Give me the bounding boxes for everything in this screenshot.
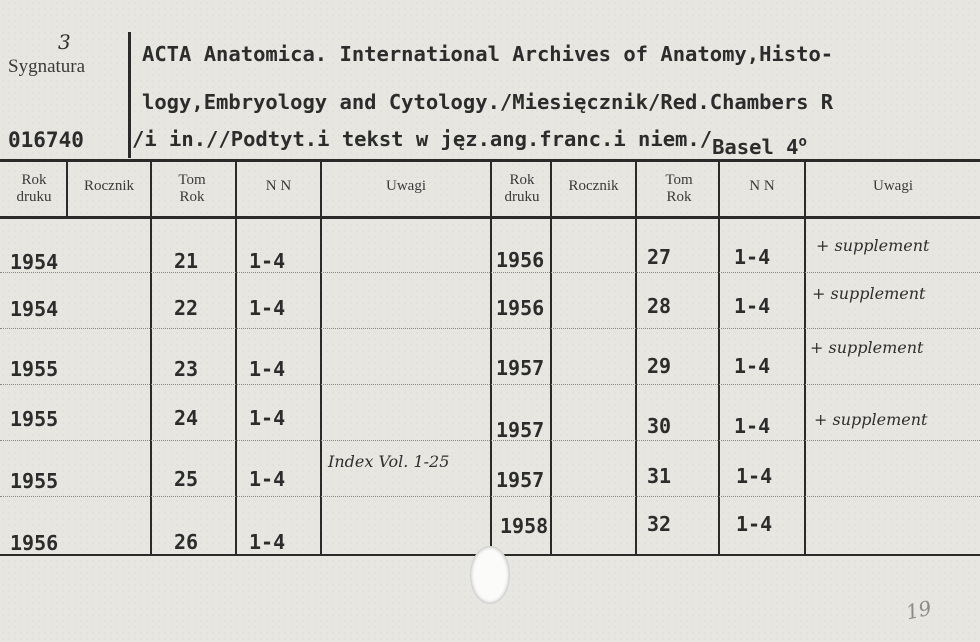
right-row-1-nn: 1-4: [734, 245, 771, 269]
left-row-2-nn: 1-4: [249, 296, 286, 320]
title-line-3: [132, 126, 807, 159]
right-row-2-rok: 1956: [496, 296, 545, 320]
right-row-6-nn: 1-4: [736, 512, 773, 536]
header-nn: N N: [265, 178, 292, 194]
right-row-6-rok: 1958: [500, 514, 549, 538]
header-rok-druku: Rok druku: [16, 172, 52, 205]
header-rocznik-right: Rocznik: [568, 178, 619, 194]
header-rok-druku-right: Rok druku: [504, 172, 540, 205]
right-row-5-nn: 1-4: [736, 464, 773, 488]
left-note-index: Index Vol. 1-25: [328, 452, 450, 471]
header-tom-rok-right: Tom Rok: [665, 172, 693, 205]
punch-hole: [470, 546, 510, 604]
publication-place: Basel 4: [712, 134, 799, 159]
left-row-6-rok: 1956: [10, 531, 59, 555]
right-row-2-tom: 28: [647, 294, 672, 318]
sygnatura-handwritten-mark: 3: [58, 30, 71, 54]
header-nn-right: N N: [749, 178, 775, 194]
corner-handwritten-mark: 19: [903, 595, 934, 625]
right-row-3-uwagi: + supplement: [810, 338, 924, 357]
row-guide: [0, 272, 980, 273]
right-row-3-rok: 1957: [496, 356, 545, 380]
left-row-4-rok: 1955: [10, 407, 59, 431]
row-guide: [0, 496, 980, 497]
right-row-3-tom: 29: [647, 354, 672, 378]
left-row-3-tom: 23: [174, 357, 199, 381]
right-row-2-nn: 1-4: [734, 294, 771, 318]
left-row-4-tom: 24: [174, 406, 199, 430]
header-divider: [128, 32, 131, 158]
left-row-6-tom: 26: [174, 530, 199, 554]
header-tom-rok: Tom Rok: [178, 172, 206, 205]
left-row-1-rok: 1954: [10, 250, 59, 274]
right-row-6-tom: 32: [647, 512, 672, 536]
signature-number: 016740: [8, 128, 84, 152]
format-degree: o: [798, 134, 807, 150]
right-row-3-nn: 1-4: [734, 354, 771, 378]
row-guide: [0, 328, 980, 329]
left-row-5-tom: 25: [174, 467, 199, 491]
right-row-4-nn: 1-4: [734, 414, 771, 438]
right-row-5-rok: 1957: [496, 468, 545, 492]
left-row-1-nn: 1-4: [249, 249, 286, 273]
right-row-1-tom: 27: [647, 245, 672, 269]
left-row-5-nn: 1-4: [249, 467, 286, 491]
header-uwagi-right: Uwagi: [873, 178, 913, 194]
left-row-1-tom: 21: [174, 249, 199, 273]
right-row-4-tom: 30: [647, 414, 672, 438]
left-row-2-rok: 1954: [10, 297, 59, 321]
left-row-5-rok: 1955: [10, 469, 59, 493]
left-row-3-rok: 1955: [10, 357, 59, 381]
left-row-2-tom: 22: [174, 296, 199, 320]
title-line-3-tail: [712, 135, 807, 159]
right-row-2-uwagi: + supplement: [812, 284, 926, 303]
title-line-3-main: /i in.//Podtyt.i tekst w jęz.ang.franc.i niem./: [132, 126, 713, 151]
right-row-4-uwagi: + supplement: [814, 410, 928, 429]
right-row-1-uwagi: + supplement: [816, 236, 930, 255]
left-row-4-nn: 1-4: [249, 406, 286, 430]
right-row-5-tom: 31: [647, 464, 672, 488]
left-row-6-nn: 1-4: [249, 530, 286, 554]
title-line-2: logy,Embryology and Cytology./Miesięcznik/Red.Chambers R: [142, 90, 834, 114]
header-rocznik: Rocznik: [84, 178, 134, 194]
title-line-1: ACTA Anatomica. International Archives of Anatomy,Histo-: [142, 42, 834, 66]
header-uwagi: Uwagi: [386, 178, 426, 194]
right-row-1-rok: 1956: [496, 248, 545, 272]
row-guide: [0, 384, 980, 385]
sygnatura-label: Sygnatura: [8, 56, 86, 77]
right-row-4-rok: 1957: [496, 418, 545, 442]
row-guide: [0, 440, 980, 441]
left-row-3-nn: 1-4: [249, 357, 286, 381]
